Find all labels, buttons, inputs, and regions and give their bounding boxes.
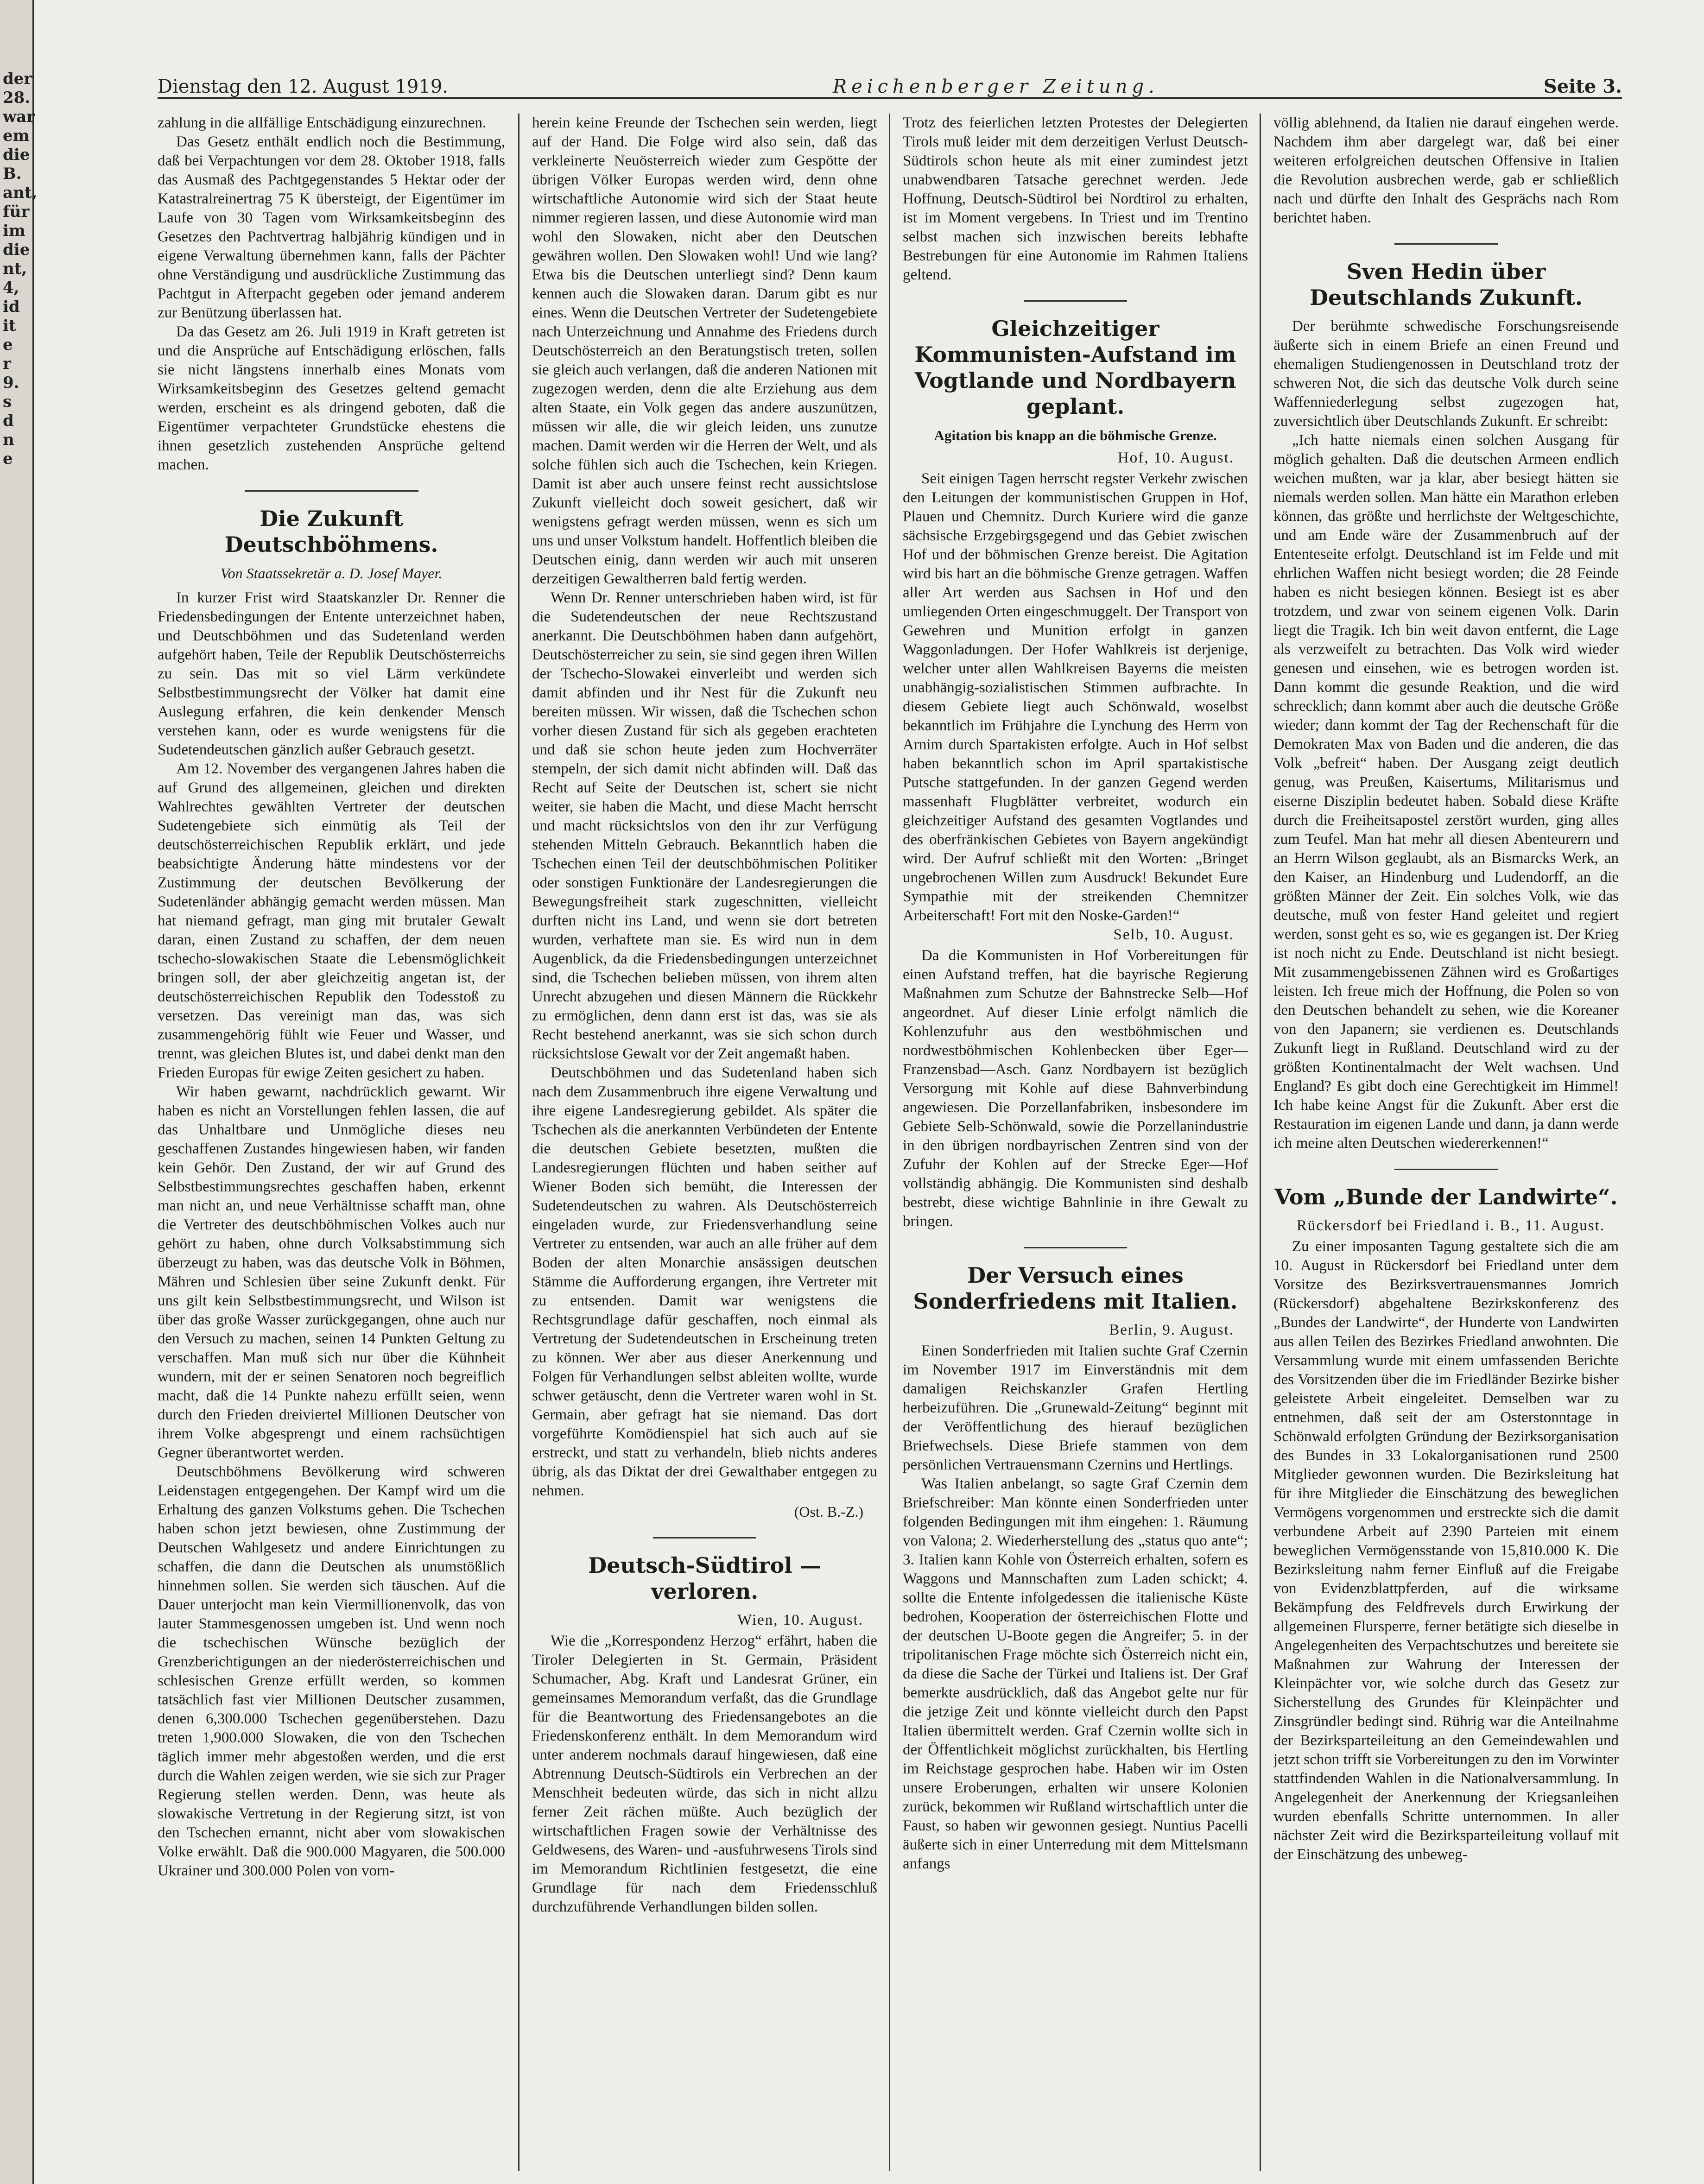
article-title: Der Versuch eines Sonderfriedens mit Italien. xyxy=(913,1263,1238,1314)
margin-fragment: 28. xyxy=(3,89,31,107)
margin-fragment: im xyxy=(3,222,25,240)
page-header xyxy=(158,70,1622,99)
article-subtitle: Agitation bis knapp an die böhmische Grenze. xyxy=(934,427,1217,443)
adjacent-page-strip xyxy=(0,0,38,2184)
article-dateline: Selb, 10. August. xyxy=(1113,926,1234,943)
article-dateline: Wien, 10. August. xyxy=(737,1612,863,1628)
paragraph: Wie die „Korrespondenz Herzog“ erfährt, haben die Tiroler Delegierten in St. Germain, Präsident Schumacher, Abg. Kraft und Landesrat Grüner, ein gemeinsames Memorandum verfaßt, das die Grundlage für die Beantwortung des Friedensangebotes an die Friedenskonferenz enthält. In dem Memorandum wird unter anderem nochmals darauf hingewiesen, daß eine Abtrennung Deutsch-Südtirols ein Verbrechen an der Menschheit bedeuten würde, das sich in nicht allzu ferner Zeit rächen müßte. Auch bezüglich der wirtschaftlichen Fragen sowie der Verhältnisse des Geldwesens, des Waren- und -ausfuhrwesens Tirols sind im Memorandum Richtlinien festgesetzt, die eine Grundlage für nach dem Friedensschluß durchzuführende Verhandlungen bilden sollen. xyxy=(532,1633,877,1915)
newspaper-title: Reichenberger Zeitung. xyxy=(832,76,1159,97)
article-separator xyxy=(1024,1247,1128,1248)
paragraph: völlig ablehnend, da Italien nie darauf eingehen werde. Nachdem ihm aber dargelegt war, daß bei einer weiteren erfolgreichen deutschen Offensive in Italien die Revolution ausbrechen werde, gab er schließlich nach und dürfte den Inhalt des Gesprächs nach Rom berichtet haben. xyxy=(1273,114,1619,226)
paragraph: In kurzer Frist wird Staatskanzler Dr. Renner die Friedensbedingungen der Entente unterzeichnet haben, und Deutschböhmen und das Sudetenland werden aufgehört haben, Teile der Republik Deutschösterreichs zu sein. Das mit so viel Lärm verkündete Selbstbestimmungsrecht der Völker hat damit eine Auslegung erfahren, die kein denkender Mensch verstehen kann, oder es wurde wenigstens für die Sudetendeutschen gänzlich außer Gebrauch gesetzt. xyxy=(158,589,505,758)
paragraph: „Ich hatte niemals einen solchen Ausgang für möglich gehalten. Daß die deutschen Armeen endlich weichen mußten, war ja klar, aber besiegt hätten sie niemals werden sollen. Man hätte ein Marathon erleben können, das größte und herrlichste der Weltgeschichte, und am Ende wäre der Zusammenbruch auf der Ententeseite erfolgt. Deutschland ist im Felde und mit ehrlichen Waffen nicht besiegt worden; die 28 Feinde haben es nicht besiegen können. Besiegt ist es aber trotzdem, und zwar von seinem eigenen Volk. Darin liegt die Tragik. Ich bin weit davon entfernt, die Lage als verzweifelt zu betrachten. Das Volk wird wieder genesen und einsehen, wie es betrogen worden ist. Dann kommt die gesunde Reaktion, und die wird schrecklich; dann kommt aber auch die deutsche Größe wieder; dann kommt der Tag der Rechenschaft für die Demokraten Max von Baden und die anderen, die das Volk „befreit“ haben. Der Ausgang zeigt deutlich genug, was Preußen, Kaisertums, Militarismus und eiserne Disziplin bedeutet haben. Sobald diese Kräfte durch die Freiheitsapostel zerstört wurden, ging alles zum Teufel. Man hat mehr all diesen Abenteurern und an Herrn Wilson geglaubt, als an Bismarcks Werk, an den Kaiser, an Hindenburg und Ludendorff, an die größten Männer der Zeit. Ein solches Volk, wie das deutsche, muß von fester Hand geleitet und regiert werden, sonst geht es so, wie es gegangen ist. Der Krieg ist noch nicht zu Ende. Deutschland ist nicht besiegt. Mit zusammengebissenen Zähnen wird es Großartiges leisten. Ich freue mich der Hoffnung, die Polen so von den Deutschen behandelt zu sehen, wie die Koreaner von den Japanern; sie verdienen es. Deutschlands Zukunft liegt in Rußland. Deutschland wird zu der größten Kontinentalmacht der Welt wachsen. Und England? Es gibt doch eine Gerechtigkeit im Himmel! Ich habe keine Angst für die Zukunft. Aber erst die Restauration im eigenen Lande und dann, ja dann werde ich meine alten Deutschen wiedererkennen!“ xyxy=(1273,432,1619,1152)
margin-fragment: B. xyxy=(3,165,22,183)
column-rule xyxy=(1260,114,1261,2171)
header-date: Dienstag den 12. August 1919. xyxy=(158,76,448,97)
paragraph: zahlung in die allfällige Entschädigung einzurechnen. xyxy=(158,114,487,131)
column-rule xyxy=(889,114,890,2171)
paragraph: herein keine Freunde der Tschechen sein werden, liegt auf der Hand. Die Folge wird also sein, daß das verkleinerte Neuösterreich wieder zum Gespötte der übrigen Völker Europas werden wird, denn ohne wirtschaftliche Autonomie wird sich der Staat heute nimmer regieren lassen, und diese Autonomie wird man wohl den Slowaken, nicht aber den Deutschen gewähren wollen. Den Slowaken wohl! Und wie lang? Etwa bis die Deutschen unterliegt sind? Denn kaum kennen auch die Slowaken daran. Darum gibt es nur eines. Wenn die Deutschen Vertreter der Sudetengebiete nach Unterzeichnung und Annahme des Friedens durch Deutschösterreich an den Beratungstisch treten, sollen sie gleich auch verlangen, daß die anderen Nationen mit zugezogen werden, denn die alte Erziehung aus dem alten Staate, ein Volk gegen das andere auszunützen, müssen wir alle, die wir gleich leiden, uns zunutze machen. Damit werden wir die Herren der Welt, und als solche fühlen sich auch die Tschechen, kein Kriegen. Damit ist aber auch unsere feinst recht aussichtslose Zukunft vielleicht doch soweit gesichert, daß wir wenigstens gefragt werden müssen, wenn es sich um uns und unser Volkstum handelt. Hoffentlich bleiben die Deutschen einig, dann werden wir auch mit unseren derzeitigen Gewaltherren bald fertig werden. xyxy=(532,114,877,587)
margin-fragment: e xyxy=(3,449,13,468)
paragraph: Seit einigen Tagen herrscht regster Verkehr zwischen den Leitungen der kommunistischen Gruppen in Hof, Plauen und Chemnitz. Durch Kuriere wird die ganze sächsische Erzgebirgsgegend und das Gebiet zwischen Hof und der böhmischen Grenze bereist. Die Agitation wird bis hart an die böhmische Grenze getragen. Waffen aller Art werden aus Sachsen in Hof und den umliegenden Orten eingeschmuggelt. Der Transport von Gewehren und Munition erfolgt in ganzen Waggonladungen. Der Hofer Wahlkreis ist derjenige, welcher unter allen Wahlkreisen Bayerns die meisten unabhängig-sozialistischen Stimmen aufbrachte. In diesem Gebiete liegt auch Schönwald, woselbst bekanntlich im Frühjahre die Lynchung des Herrn von Arnim durch Spartakisten erfolgte. Auch in Hof selbst haben bekanntlich schon im April spartakistische Putsche stattgefunden. In der ganzen Gegend werden massenhaft Flugblätter verbreitet, wodurch ein gleichzeitiger Aufstand des gesamten Vogtlandes und des oberfränkischen Gebietes von Bayern angekündigt wird. Der Aufruf schließt mit den Worten: „Bringet ungebrochenen Willen zum Ausdruck! Bekundet Eure Sympathie mit der streikenden Chemnitzer Arbeiterschaft! Fort mit den Noske-Garden!“ xyxy=(903,470,1248,924)
margin-fragment: id xyxy=(3,298,20,316)
margin-fragment: d xyxy=(3,411,14,430)
paragraph: Der berühmte schwedische Forschungsreisende äußerte sich in einem Briefe an einen Freund und ehemaligen Studiengenossen in Deutschland trotz der schweren Not, die sich das deutsche Volk durch seine Waffenniederlegung selbst zugezogen hat, zuversichtlich über Deutschlands Zukunft. Er schreibt: xyxy=(1273,318,1619,430)
article-dateline: Berlin, 9. August. xyxy=(1109,1322,1234,1338)
article-byline: Von Staatssekretär a. D. Josef Mayer. xyxy=(220,565,443,582)
margin-fragment: s xyxy=(3,392,12,411)
paragraph: Wenn Dr. Renner unterschrieben haben wird, ist für die Sudetendeutschen der neue Rechtszustand anerkannt. Die Deutschböhmen haben dann aufgehört, Deutschösterreicher zu sein, sie sind gegen ihren Willen der Tschecho-Slowakei einverleibt und werden sich damit abfinden und ihr Nest für die Zukunft neu bereiten müssen. Wir wissen, daß die Tschechen schon vorher diesen Zustand für sich als gegeben erachteten und daß sie schon heute jeden zum Hochverräter stempeln, der sich damit nicht abfinden will. Daß das Recht auf Seite der Deutschen ist, schert sie nicht weiter, sie haben die Macht, und diese Macht herrscht und macht rücksichtslos von den ihr zur Verfügung stehenden Mitteln Gebrauch. Bekanntlich haben die Tschechen einen Teil der deutschböhmischen Politiker oder sonstigen Funktionäre der Landesregierungen die Bewegungsfreiheit stark zugeschnitten, vielleicht durften nicht ins Land, und wenn sie dort betreten wurden, verhaftete man sie. Es wird nun in dem Augenblick, da die Friedensbedingungen unterzeichnet sind, die Tschechen belieben müssen, von ihrem alten Unrecht abzugehen und diesen Männern die Rückkehr zu ermöglichen, denn dann erst ist das, was sie als Recht bestehend anerkannt, was sie sich schon durch rücksichtslose Gewalt vor der Zeit angemaßt haben. xyxy=(532,589,877,1062)
margin-fragment: n xyxy=(3,430,14,449)
margin-fragment: die xyxy=(3,146,30,164)
article-title: Gleichzeitiger Kommunisten-Aufstand im Vogtlande und Nordbayern geplant. xyxy=(914,316,1236,419)
article-separator xyxy=(653,1537,757,1538)
article-separator xyxy=(245,490,418,492)
paragraph: Das Gesetz enthält endlich noch die Bestimmung, daß bei Verpachtungen vor dem 28. Oktober 1918, falls das Ausmaß des Pachtgegenstandes 5 Hektar oder der Katastralreinertrag 75 K übersteigt, der Eigentümer im Laufe von 30 Tagen vom Wirksamkeitsbeginn des Gesetzes den Pachtvertrag halbjährig kündigen und in eigene Verwaltung übernehmen kann, falls der Pächter ohne Verständigung und ausdrückliche Zustimmung das Pachtgut in Afterpacht gegeben oder jemand anderem zur Benützung überlassen hat. xyxy=(158,133,505,321)
article-separator xyxy=(1024,300,1128,302)
column-3 xyxy=(903,114,1248,2152)
article-title: Die Zukunft Deutschböhmens. xyxy=(224,506,438,557)
page-number: Seite 3. xyxy=(1543,76,1622,97)
margin-fragment: 4, xyxy=(3,279,19,297)
column-4 xyxy=(1273,114,1619,2152)
paragraph: Zu einer imposanten Tagung gestaltete sich die am 10. August in Rückersdorf bei Friedland unter dem Vorsitze des Bezirksvertrauensmannes Jomrich (Rückersdorf) abgehaltene Bezirkskonferenz des „Bundes der Landwirte“, der Hunderte von Landwirten aus allen Teilen des Bezirkes Friedland anwohnten. Die Versammlung wurde mit einem umfassenden Berichte des Vorsitzenden über die im Friedländer Bezirke bisher geleistete Arbeit eingeleitet. Demselben war zu entnehmen, daß seit der am Osterstonntage in Schönwald erfolgten Gründung der Bezirksorganisation des Bundes in 33 Lokalorganisationen rund 2500 Mitglieder gewonnen wurden. Die Bezirksleitung hat für ihre Mitglieder die Einschätzung des beweglichen Vermögens vorgenommen und erstreckte sich die damit verbundene Arbeit auf 2390 Parteien mit einem beweglichen Vermögensstande von 15,810.000 K. Die Bezirksleitung nahm ferner Einfluß auf die Freigabe von Evidenzblattpferden, auf die wirksame Bekämpfung des Feldfrevels durch Erwirkung der allgemeinen Flursperre, ferner betätigte sich dieselbe in Angelegenheiten des Verpachtschutzes und bereitete sie Maßnahmen zur Wahrung der Interessen der Kleinpächter vor, wie solche durch das Gesetz zur Sicherstellung des Grundes für Kleinpächter und Zinsgründler bedingt sind. Rührig war die Anteilnahme der Bezirksparteileitung an den Gemeindewahlen und jetzt schon trifft sie Vorbereitungen zu den im Vorwinter stattfindenden Wahlen in die Nationalversammlung. In Angelegenheit der Anerkennung der Kriegsanleihen wurden ebenfalls Schritte unternommen. In aller nächster Zeit wird die Bezirksparteileitung vollauf mit der Einschätzung des unbeweg- xyxy=(1273,1238,1619,1863)
margin-fragment: ant, xyxy=(3,184,38,202)
article-signature: (Ost. B.-Z.) xyxy=(794,1503,863,1520)
paragraph: Am 12. November des vergangenen Jahres haben die auf Grund des allgemeinen, gleichen und direkten Wahlrechtes gewählten Vertreter der deutschen Sudetengebiete sich einmütig als Teil der deutschösterreichischen Republik erklärt, und jede beabsichtigte Änderung hätte mindestens vor der Zustimmung der deutschen Bevölkerung der Sudetenländer abhängig gemacht werden müssen. Man hat niemand gefragt, man ging mit brutaler Gewalt daran, einen Zustand zu schaffen, der dem neuen tschecho-slowakischen Staate die Lebensmöglichkeit bringen soll, der aber gleichzeitig angetan ist, der deutschösterreichischen Republik den Todesstoß zu versetzen. Das vereinigt man das, was sich zusammengehörig fühlt wie Feuer und Wasser, und trennt, was gleichen Blutes ist, und dabei denkt man den Frieden Europas für ewige Zeiten gesichert zu haben. xyxy=(158,760,505,1081)
article-title: Sven Hedin über Deutschlands Zukunft. xyxy=(1310,259,1583,310)
paragraph: Wir haben gewarnt, nachdrücklich gewarnt. Wir haben es nicht an Vorstellungen fehlen lassen, die auf das Unhaltbare und Unmögliche dieses neu geschaffenen Zustandes hingewiesen haben, wir fanden kein Gehör. Den Zustand, der wir auf Grund des Selbstbestimmungsrechtes geschaffen haben, erkennt man nicht an, und neue Verhältnisse schafft man, ohne die Vertreter des deutschböhmischen Volkes auch nur gehört zu haben, ohne durch Volksabstimmung sich überzeugt zu haben, was das deutsche Volk in Böhmen, Mähren und Schlesien über seine Zukunft denkt. Für uns gilt kein Selbstbestimmungsrecht, und Wilson ist über das große Wasser zurückgegangen, ohne auch nur den Versuch zu machen, seinen 14 Punkten Geltung zu verschaffen. Man muß sich nur über die Kühnheit wundern, mit der er seinen Senatoren noch begreiflich macht, daß die 14 Punkte nahezu erfüllt seien, wenn durch den Frieden dreiviertel Millionen Deutscher von ihrem Volke abgesprengt und einem rachsüchtigen Gegner überantwortet werden. xyxy=(158,1083,505,1461)
margin-fragment: em xyxy=(3,127,30,145)
margin-fragment: war xyxy=(3,108,35,126)
margin-fragment: r xyxy=(3,355,11,373)
margin-fragment: e xyxy=(3,336,13,354)
article-separator xyxy=(1394,1169,1498,1170)
paragraph: Was Italien anbelangt, so sagte Graf Czernin dem Briefschreiber: Man könnte einen Sonderfrieden unter folgenden Bedingungen mit ihm eingehen: 1. Räumung von Valona; 2. Wiederherstellung des „status quo ante“; 3. Italien kann Kohle von Österreich erhalten, sofern es Waggons und Mannschaften zum Laden schickt; 4. sollte die Entente infolgedessen die italienische Küste bedrohen, Kooperation der österreichischen Flotte und der deutschen U-Boote gegen die Angreifer; 5. in der tripolitanischen Frage möchte sich Österreich nicht ein, da diese die Sache der Türkei und Italiens ist. Der Graf bemerkte ausdrücklich, daß das Angebot gelte nur für die jetzige Zeit und könnte vielleicht durch den Papst Italien übermittelt werden. Graf Czernin wollte sich in der Öffentlichkeit möglichst zurückhalten, bis Hertling im Reichstage gesprochen habe. Haben wir im Osten unsere Eroberungen, erhalten wir unsere Kolonien zurück, bekommen wir Rußland wirtschaftlich unter die Faust, so haben wir gewonnen gesiegt. Nuntius Pacelli äußerte sich in einer Unterredung mit dem Mittelsmann anfangs xyxy=(903,1475,1248,1872)
column-1 xyxy=(158,114,505,2152)
paragraph: Deutschböhmens Bevölkerung wird schweren Leidenstagen entgegengehen. Der Kampf wird um die Erhaltung des ganzen Volkstums gehen. Die Tschechen haben schon jetzt bewiesen, ohne Zustimmung der Deutschen Wahlgesetz und andere Einrichtungen zu schaffen, die dann die Deutschen als unumstößlich hinnehmen sollen. Sie werden sich täuschen. Auf die Dauer unterjocht man kein Viermillionenvolk, das von lauter Stammesgenossen umgeben ist. Und wenn noch die tschechischen Wünsche bezüglich der Grenzberichtigungen an der niederösterreichischen und schlesischen Grenze erfüllt werden, so kommen tatsächlich fast vier Millionen Deutscher zusammen, denen 6,300.000 Tschechen gegenüberstehen. Dazu treten 1,900.000 Slowaken, die von den Tschechen täglich immer mehr abgestoßen werden, und die erst durch die Wahlen zeigen werden, wie sie sich zur Prager Regierung stellen werden. Denn, was heute als slowakische Vertretung in der Regierung sitzt, ist von den Tschechen ernannt, nicht aber vom slowakischen Volke erwählt. Daß die 900.000 Magyaren, die 500.000 Ukrainer und 300.000 Polen von vorn- xyxy=(158,1463,505,1879)
margin-fragment: für xyxy=(3,203,30,221)
margin-fragment: der xyxy=(3,70,32,88)
article-title: Deutsch-Südtirol — verloren. xyxy=(588,1553,821,1604)
column-2 xyxy=(532,114,877,2152)
paragraph: Deutschböhmen und das Sudetenland haben sich nach dem Zusammenbruch ihre eigene Verwaltung und ihre eigene Landesregierung gebildet. Als später die Tschechen als die anerkannten Verbündeten der Entente die deutschen Gebiete besetzten, mußten die Landesregierungen flüchten und haben seither auf Wiener Boden sich bemüht, die Interessen der Sudetendeutschen zu wahren. Als Deutschösterreich eingeladen wurde, zur Friedensverhandlung seine Vertreter zu entsenden, war auch an alle früher auf dem Boden der alten Monarchie ansässigen deutschen Stämme die Aufforderung ergangen, ihre Vertreter mit zu entsenden. Damit war wenigstens die Rechtsgrundlage dafür geschaffen, noch einmal als Vertretung der Sudetendeutschen in Erscheinung treten zu können. Wer aber aus dieser Anerkennung und Folgen für Verhandlungen selbst ableiten wollte, wurde schwer getäuscht, denn die Vertreter waren wohl in St. Germain, aber gefragt hat sie niemand. Das dort vorgeführte Komödienspiel hat sich auch auf sie erstreckt, und statt zu verhandeln, blieb nichts anderes übrig, als das Diktat der drei Gewalthaber entgegen zu nehmen. xyxy=(532,1064,877,1499)
paragraph: Einen Sonderfrieden mit Italien suchte Graf Czernin im November 1917 im Einverständnis mit dem damaligen Reichskanzler Grafen Hertling herbeizuführen. Die „Grunewald-Zeitung“ beginnt mit der Veröffentlichung des hierauf bezüglichen Briefwechsels. Diese Briefe stammen von dem persönlichen Vertrauensmann Czernins und Hertlings. xyxy=(903,1342,1248,1473)
paragraph: Da das Gesetz am 26. Juli 1919 in Kraft getreten ist und die Ansprüche auf Entschädigung erlöschen, falls sie nicht längstens innerhalb eines Monats vom Wirksamkeitsbeginn des Gesetzes geltend gemacht werden, erscheint es als dringend geboten, daß die Eigentümer verpachteter Grundstücke ehestens die ihnen gesetzlich zustehenden Ansprüche geltend machen. xyxy=(158,323,505,473)
article-title: Vom „Bunde der Landwirte“. xyxy=(1274,1184,1618,1209)
paragraph: Trotz des feierlichen letzten Protestes der Delegierten Tirols muß leider mit dem derzeitigen Verlust Deutsch-Südtirols schon heute als mit einer zumindest jetzt unabwendbaren Tatsache gerechnet werden. Jede Hoffnung, Deutsch-Südtirol bei Nordtirol zu erhalten, ist im Moment vergebens. In Triest und im Trentino selbst machen sich inzwischen bereits lebhafte Bestrebungen für eine Autonomie im Rahmen Italiens geltend. xyxy=(903,114,1248,283)
margin-fragment: 9. xyxy=(3,373,19,392)
margin-fragment: nt, xyxy=(3,260,27,278)
column-rule xyxy=(518,114,519,2171)
article-separator xyxy=(1394,243,1498,245)
article-dateline: Rückersdorf bei Friedland i. B., 11. August. xyxy=(1296,1217,1605,1234)
margin-fragment: die xyxy=(3,241,30,259)
article-dateline: Hof, 10. August. xyxy=(1117,449,1234,466)
paragraph: Da die Kommunisten in Hof Vorbereitungen für einen Aufstand treffen, hat die bayrische Regierung Maßnahmen zum Schutze der Bahnstrecke Selb—Hof angeordnet. Auf dieser Linie erfolgt nämlich die Kohlenzufuhr aus den westböhmischen und nordwestböhmischen Kohlenbecken über Eger—Franzensbad—Asch. Ganz Nordbayern ist bezüglich Versorgung mit Kohle auf diese Bahnverbindung angewiesen. Die Porzellanfabriken, insbesondere im Gebiete Selb-Schönwald, sowie die Porzellanindustrie in den übrigen nordbayrischen Zentren sind von der Zufuhr der Kohlen auf der Strecke Eger—Hof vollständig abhängig. Die Kommunisten sind deshalb bestrebt, diese wichtige Bahnlinie in ihre Gewalt zu bringen. xyxy=(903,947,1248,1230)
margin-fragment: it xyxy=(3,317,16,335)
